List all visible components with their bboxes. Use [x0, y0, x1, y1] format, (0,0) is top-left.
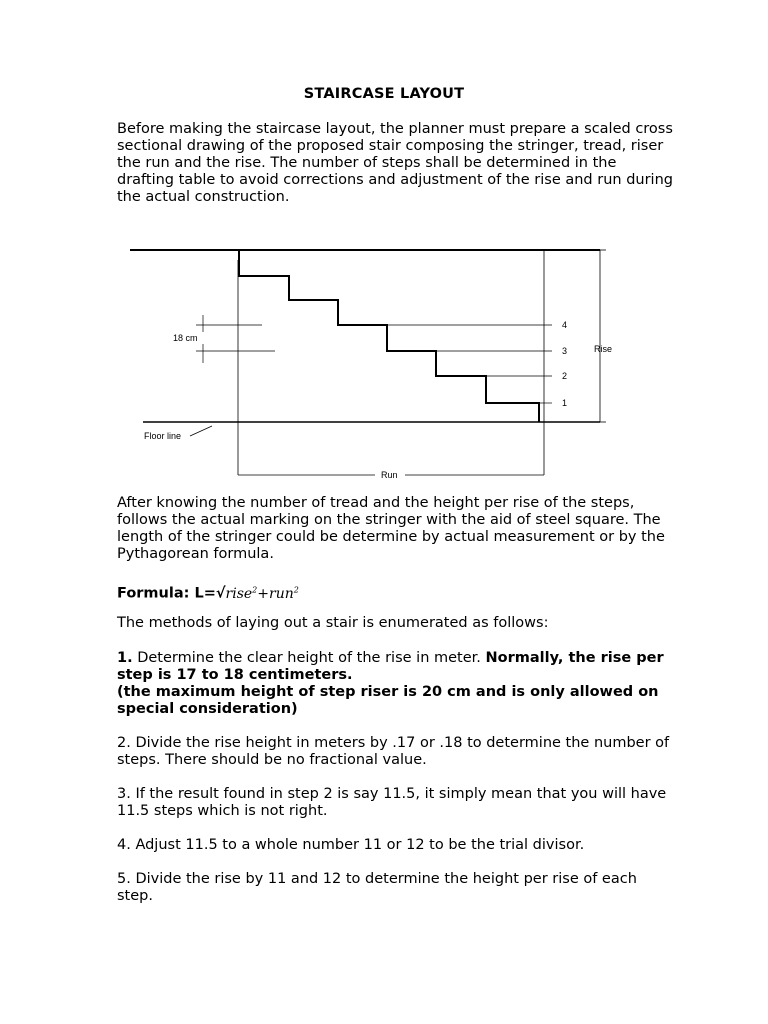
after-diagram-paragraph: After knowing the number of tread and the height per rise of the steps, follows the actual marking on the stringer with the aid of steel square. The length of the stringer could be determine by actual measurement or by the Pythagorean formula.	[117, 495, 665, 562]
methods-intro: The methods of laying out a stair is enumerated as follows:	[117, 615, 549, 631]
intro-paragraph: Before making the staircase layout, the planner must prepare a scaled cross sectional drawing of the proposed stair composing the stringer, tread, riser the run and the rise. The number of steps shall be determined in the drafting table to avoid corrections and adjustment of the rise and run during the actual construction.	[117, 121, 673, 205]
step-number-4: 4	[562, 320, 568, 330]
formula-label: Formula: L=√	[117, 585, 226, 602]
formula-line	[117, 581, 677, 603]
formula-expression: rise$^2$+run$^2$	[225, 585, 299, 602]
staircase-diagram	[0, 230, 768, 490]
label-floor-line: Floor line	[144, 431, 182, 441]
step-number-1: 1	[562, 398, 568, 408]
label-rise: Rise	[594, 344, 613, 354]
floor-leader	[190, 426, 212, 436]
document-title: STAIRCASE LAYOUT	[303, 86, 465, 102]
method-step-3: 3. If the result found in step 2 is say 11.5, it simply mean that you will have 11.5 steps which is not right.	[117, 786, 667, 819]
step-number-3: 3	[562, 346, 568, 356]
method-step-1: 1. Determine the clear height of the rise in meter. Normally, the rise per step is 17 to 18 centimeters. (the maximum height of step riser is 20 cm and is only allowed on special consideration)	[117, 650, 664, 717]
method-step-4: 4. Adjust 11.5 to a whole number 11 or 12 to be the trial divisor.	[117, 837, 585, 853]
stair-profile	[239, 250, 539, 422]
label-18cm: 18 cm	[173, 333, 198, 343]
step-number-2: 2	[562, 371, 568, 381]
method-step-2: 2. Divide the rise height in meters by .17 or .18 to determine the number of steps. There should be no fractional value.	[117, 735, 670, 768]
label-run: Run	[381, 470, 398, 480]
method-step-5: 5. Divide the rise by 11 and 12 to determine the height per rise of each step.	[117, 871, 637, 904]
